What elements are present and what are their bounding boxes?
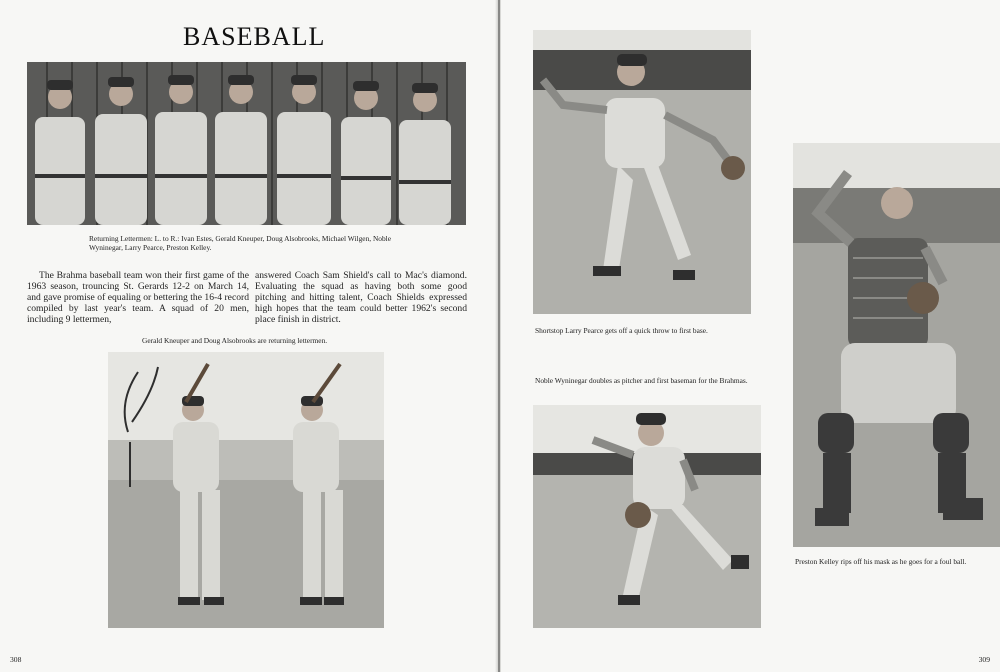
team-photo-caption: Returning Lettermen: L. to R.: Ivan Estes, Gerald Kneuper, Doug Alsobrooks, Michael Wilgen, Noble Wyninegar, Larry Pearce, Preston Kelley. <box>89 234 392 252</box>
page-number-right: 309 <box>978 655 990 664</box>
shortstop-photo-caption: Shortstop Larry Pearce gets off a quick throw to first base. <box>535 326 708 335</box>
batters-photo-caption: Gerald Kneuper and Doug Alsobrooks are returning lettermen. <box>142 336 328 345</box>
shortstop-photo <box>533 30 751 314</box>
catcher-photo <box>793 143 1000 547</box>
right-page <box>501 0 1000 672</box>
article-column-2 <box>255 270 467 325</box>
page-number-left: 308 <box>10 655 22 664</box>
pitcher-photo-caption: Noble Wyninegar doubles as pitcher and first baseman for the Brahmas. <box>535 376 748 385</box>
article-text-2: answered Coach Sam Shield's call to Mac's diamond. Evaluating the squad as having both some good pitching and hitting talent, Coach Shields expressed high hopes that the team could better 1962's second place finish in district. <box>255 270 467 325</box>
team-photo <box>27 62 466 225</box>
pitcher-photo <box>533 405 761 628</box>
page-title: BASEBALL <box>183 22 326 51</box>
catcher-photo-caption: Preston Kelley rips off his mask as he goes for a foul ball. <box>795 557 967 566</box>
article-column-1 <box>27 270 249 325</box>
left-page <box>0 0 497 672</box>
batters-photo <box>108 352 384 628</box>
article-text-1: The Brahma baseball team won their first game of the 1963 season, trouncing St. Gerards 12-2 on March 14, and gave promise of equaling or bettering the 16-4 record compiled by last year's team. A squad of 20 men, including 9 lettermen, <box>27 270 249 325</box>
